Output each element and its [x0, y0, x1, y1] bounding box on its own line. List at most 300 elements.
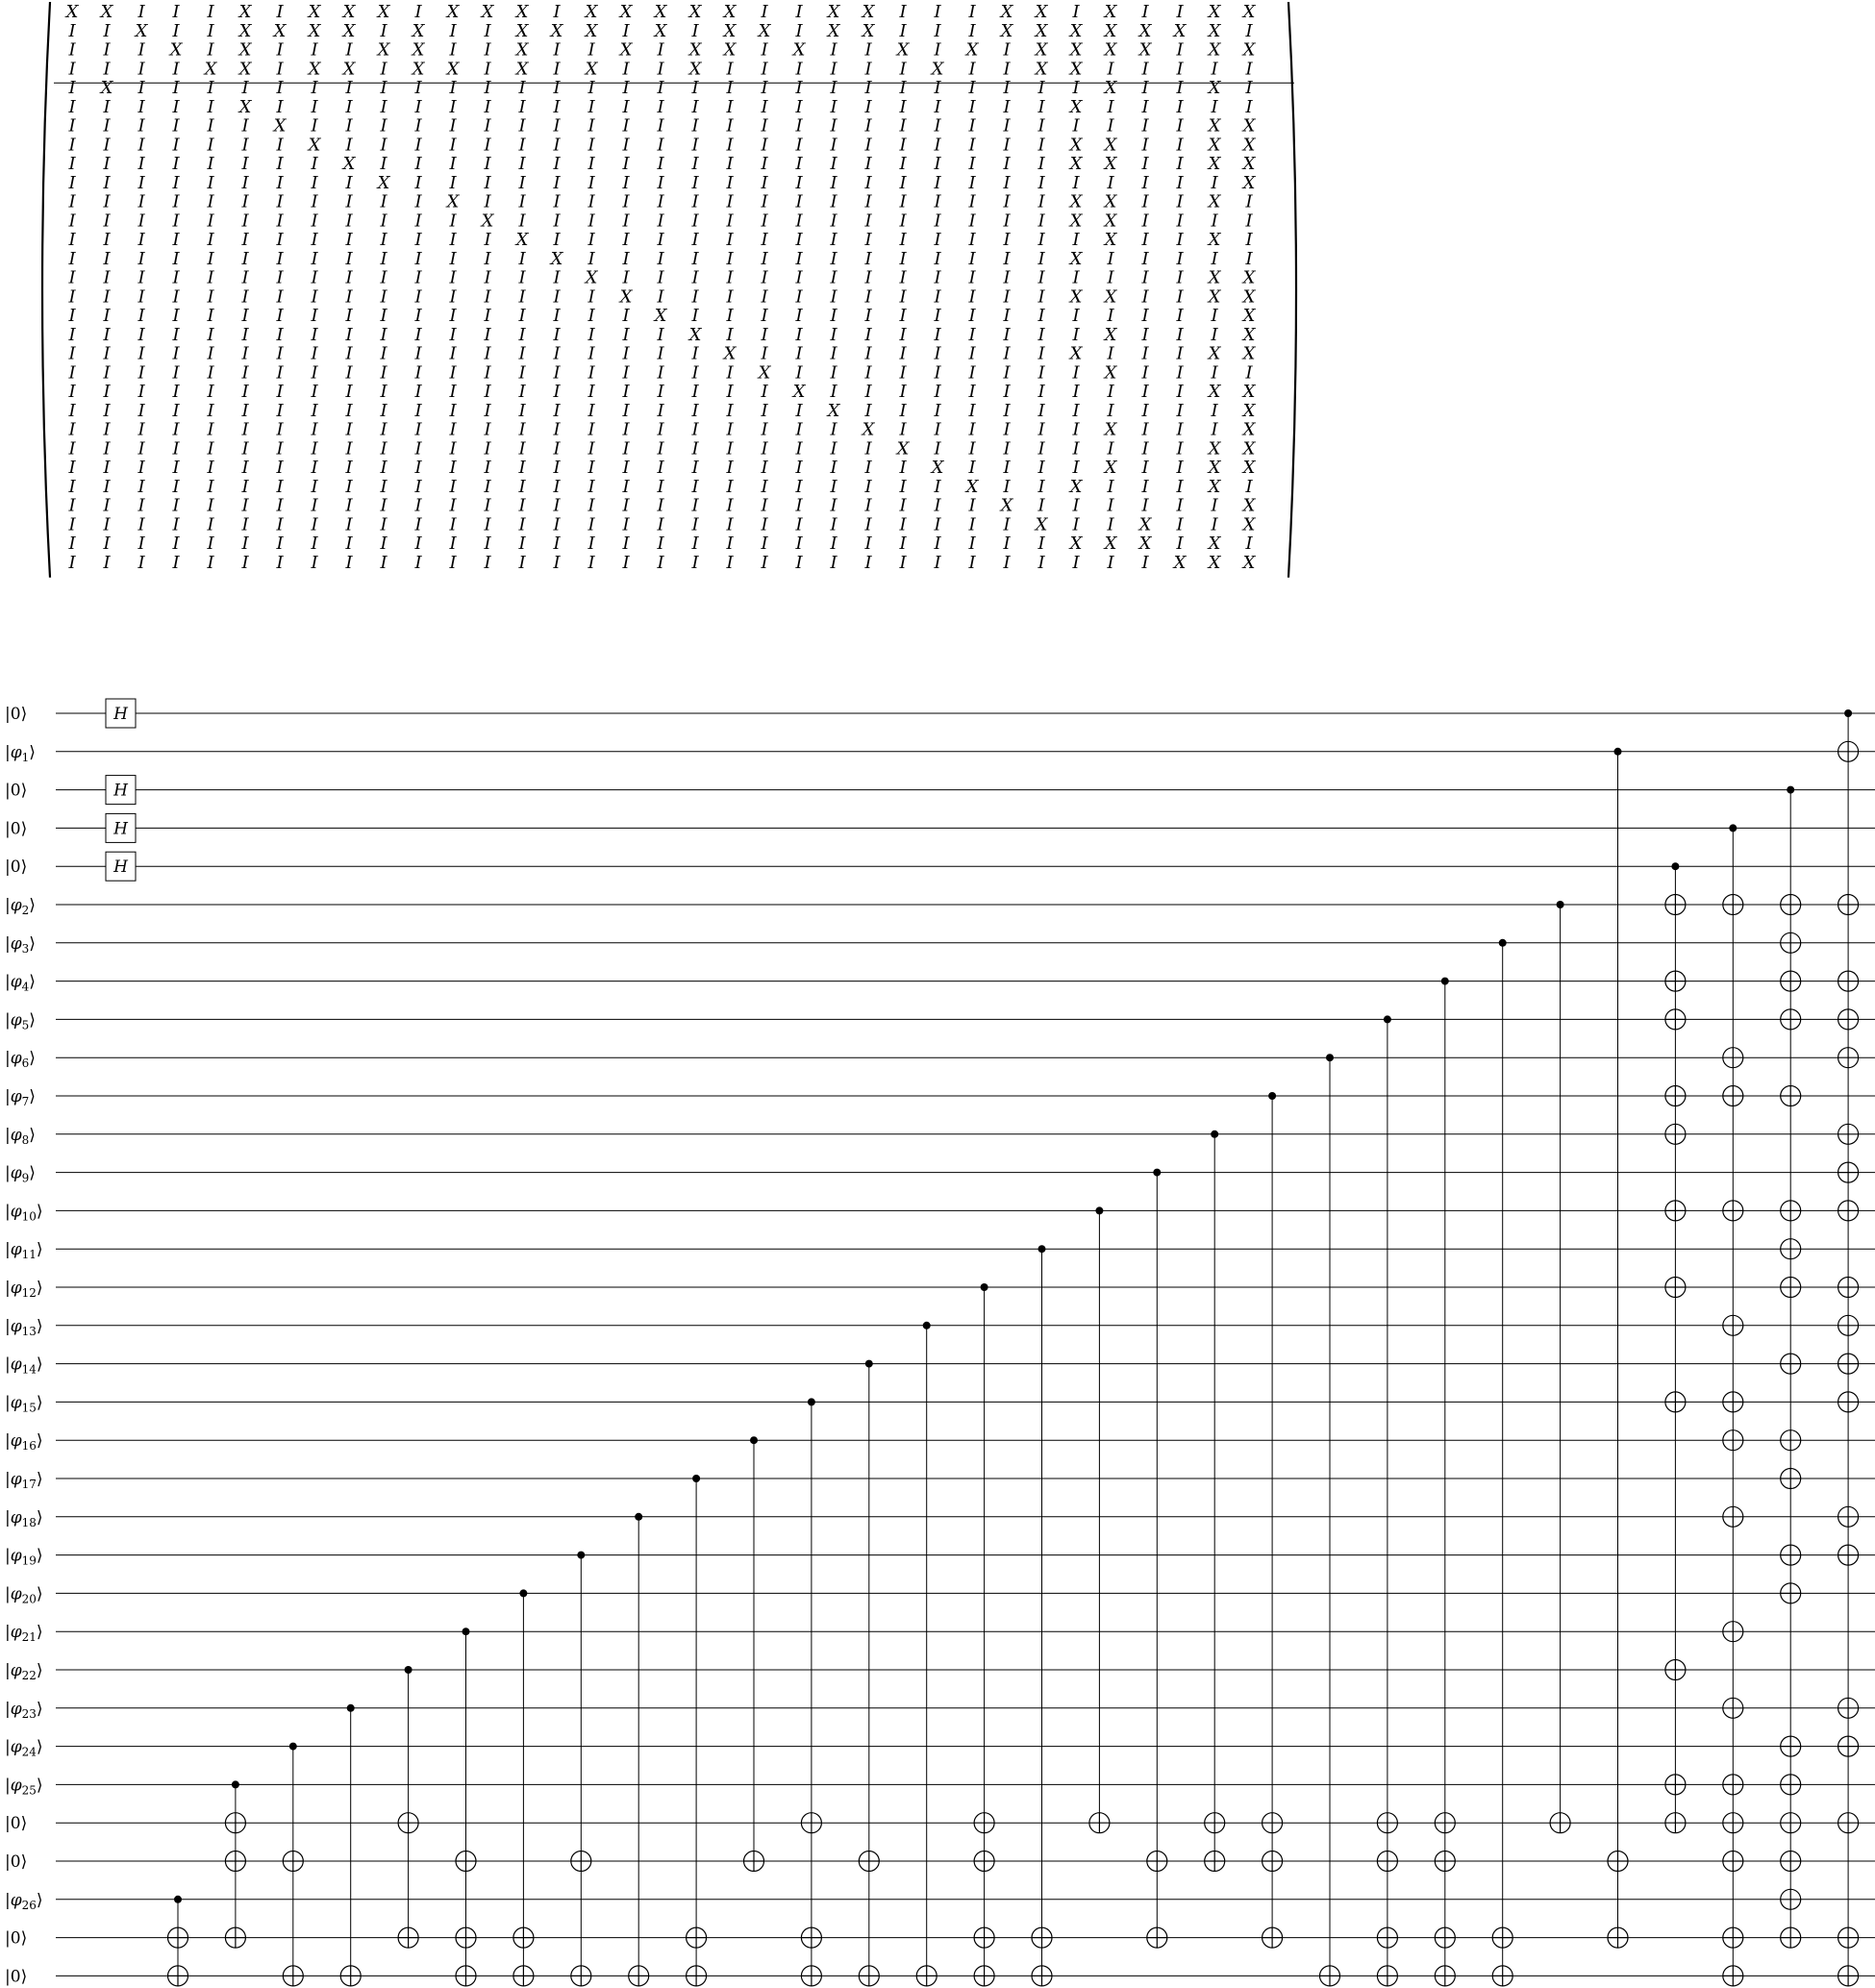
matrix-entry: I	[864, 495, 872, 516]
matrix-entry: I	[1245, 78, 1253, 98]
matrix-entry: I	[968, 286, 976, 308]
cnot-target	[513, 1966, 534, 1986]
matrix-entry: I	[968, 59, 976, 80]
matrix-entry: I	[1038, 458, 1045, 478]
matrix-entry: I	[1141, 419, 1149, 440]
matrix-entry: I	[830, 343, 838, 364]
matrix-entry: I	[241, 400, 249, 421]
matrix-entry: I	[830, 59, 838, 80]
matrix-entry: X	[1035, 59, 1048, 80]
matrix-entry: I	[1107, 248, 1114, 269]
matrix-entry: I	[345, 78, 353, 98]
cnot-target	[1838, 1354, 1859, 1374]
matrix-entry: I	[726, 115, 734, 137]
matrix-entry: I	[864, 267, 872, 288]
matrix-entry: I	[518, 534, 526, 554]
matrix-entry: I	[622, 135, 630, 156]
matrix-entry: I	[726, 154, 734, 174]
matrix-entry: I	[1038, 286, 1045, 308]
matrix-entry: I	[207, 324, 214, 345]
matrix-entry: X	[1208, 78, 1221, 98]
matrix-entry: I	[311, 324, 318, 345]
matrix-entry: I	[1176, 286, 1184, 308]
matrix-entry: I	[657, 115, 664, 137]
matrix-entry: I	[345, 438, 353, 460]
matrix-entry: I	[657, 324, 664, 345]
cnot-target	[1147, 1927, 1167, 1948]
cnot-column	[744, 1436, 764, 1871]
matrix-entry: I	[968, 135, 976, 156]
matrix-entry: I	[934, 230, 941, 250]
matrix-entry: I	[553, 419, 561, 440]
matrix-entry: I	[761, 172, 768, 193]
matrix-entry: I	[588, 96, 595, 117]
matrix-entry: I	[276, 458, 284, 478]
matrix-entry: X	[1104, 39, 1117, 61]
wire-label: $|\varphi_{23}⟩$	[5, 1699, 43, 1721]
matrix-entry: I	[207, 78, 214, 98]
matrix-entry: I	[1141, 552, 1149, 573]
matrix-entry: X	[377, 39, 390, 61]
matrix-entry: X	[1242, 382, 1256, 402]
matrix-entry: I	[864, 343, 872, 364]
matrix-entry: I	[172, 324, 180, 345]
matrix-entry: I	[311, 362, 318, 384]
control-dot	[692, 1475, 700, 1482]
matrix-entry: I	[657, 438, 664, 460]
matrix-entry: I	[553, 59, 561, 80]
cnot-target	[1781, 932, 1801, 953]
matrix-entry: I	[68, 552, 76, 573]
matrix-entry: X	[619, 39, 633, 61]
cnot-column	[1550, 901, 1570, 1833]
matrix-entry: I	[138, 211, 145, 232]
matrix-entry: I	[934, 514, 941, 535]
matrix-entry: I	[588, 382, 595, 402]
cnot-target	[974, 1851, 994, 1872]
matrix-entry: I	[138, 362, 145, 384]
matrix-entry: X	[1208, 286, 1221, 308]
matrix-entry: X	[1104, 20, 1117, 41]
control-dot	[232, 1780, 239, 1788]
matrix-entry: I	[1141, 458, 1149, 478]
matrix-entry: I	[1003, 172, 1011, 193]
matrix-entry: X	[1242, 552, 1256, 573]
wire-label: $|\varphi_9⟩$	[5, 1163, 36, 1185]
matrix-entry: X	[1000, 495, 1013, 516]
control-dot	[635, 1513, 642, 1521]
matrix-entry: I	[380, 306, 388, 326]
matrix-entry: I	[1003, 135, 1011, 156]
cnot-column	[456, 1628, 476, 1986]
matrix-entry: I	[449, 115, 457, 137]
matrix-entry: I	[968, 267, 976, 288]
matrix-entry: X	[688, 2, 702, 22]
matrix-entry: I	[138, 96, 145, 117]
matrix-entry: I	[276, 419, 284, 440]
matrix-entry: I	[345, 172, 353, 193]
matrix-entry: I	[345, 458, 353, 478]
cnot-target	[1781, 1354, 1801, 1374]
matrix-entry: X	[1242, 324, 1256, 345]
cnot-target	[1781, 971, 1801, 991]
matrix-entry: I	[103, 96, 111, 117]
matrix-entry: I	[795, 20, 803, 41]
matrix-entry: I	[864, 458, 872, 478]
cnot-target	[1665, 1009, 1686, 1030]
matrix-entry: X	[550, 20, 563, 41]
matrix-entry: I	[795, 514, 803, 535]
matrix-entry: I	[726, 96, 734, 117]
matrix-entry: I	[691, 248, 699, 269]
matrix-entry: I	[968, 495, 976, 516]
control-dot	[289, 1743, 297, 1751]
matrix-entry: I	[934, 191, 941, 212]
wire-label: $|\varphi_{26}⟩$	[5, 1890, 43, 1912]
cnot-target	[1665, 1278, 1686, 1298]
matrix-entry: X	[515, 2, 529, 22]
matrix-entry: X	[1208, 39, 1221, 61]
matrix-entry: I	[380, 343, 388, 364]
cnot-column	[1262, 1092, 1283, 1948]
matrix-entry: I	[726, 534, 734, 554]
matrix-entry: I	[1003, 382, 1011, 402]
matrix-entry: I	[518, 362, 526, 384]
matrix-entry: I	[311, 306, 318, 326]
cnot-target	[1781, 1583, 1801, 1603]
matrix-entry: X	[1069, 39, 1083, 61]
matrix-entry: I	[241, 382, 249, 402]
matrix-entry: I	[830, 495, 838, 516]
matrix-entry: I	[138, 495, 145, 516]
matrix-entry: I	[1038, 230, 1045, 250]
matrix-entry: I	[1003, 343, 1011, 364]
matrix-entry: I	[691, 458, 699, 478]
matrix-entry: I	[518, 135, 526, 156]
matrix-entry: I	[761, 2, 768, 22]
matrix-entry: I	[1141, 267, 1149, 288]
matrix-entry: I	[241, 286, 249, 308]
matrix-entry: I	[1107, 495, 1114, 516]
matrix-entry: I	[1245, 362, 1253, 384]
cnot-target	[456, 1927, 476, 1948]
matrix-entry: X	[862, 2, 875, 22]
matrix-entry: X	[585, 20, 598, 41]
cnot-target	[1838, 741, 1859, 761]
matrix-entry: I	[899, 534, 907, 554]
matrix-entry: I	[934, 534, 941, 554]
cnot-target	[1723, 1851, 1743, 1872]
matrix-entry: I	[830, 438, 838, 460]
control-dot	[1787, 786, 1794, 794]
matrix-entry: I	[657, 135, 664, 156]
matrix-entry: I	[968, 172, 976, 193]
wire-label: $|\varphi_{14}⟩$	[5, 1354, 43, 1377]
matrix-entry: I	[276, 59, 284, 80]
cnot-target	[1665, 971, 1686, 991]
matrix-entry: I	[518, 96, 526, 117]
matrix-entry: I	[795, 552, 803, 573]
matrix-entry: I	[553, 514, 561, 535]
matrix-entry: I	[622, 191, 630, 212]
matrix-entry: I	[899, 211, 907, 232]
matrix-entry: I	[726, 495, 734, 516]
matrix-entry: I	[276, 552, 284, 573]
matrix-entry: I	[1107, 59, 1114, 80]
matrix-entry: I	[138, 306, 145, 326]
cnot-column	[629, 1513, 649, 1986]
matrix-entry: I	[1038, 306, 1045, 326]
cnot-target	[1781, 895, 1801, 915]
matrix-entry: I	[518, 400, 526, 421]
matrix-entry: I	[345, 362, 353, 384]
matrix-entry: I	[1211, 59, 1218, 80]
matrix-entry: I	[103, 324, 111, 345]
matrix-entry: I	[934, 96, 941, 117]
matrix-entry: I	[68, 211, 76, 232]
matrix-entry: I	[934, 362, 941, 384]
matrix-entry: I	[691, 382, 699, 402]
matrix-entry: I	[726, 306, 734, 326]
cnot-target	[1262, 1927, 1283, 1948]
cnot-target	[283, 1851, 303, 1872]
matrix-entry: I	[622, 324, 630, 345]
matrix-entry: I	[484, 78, 491, 98]
matrix-entry: I	[1176, 324, 1184, 345]
matrix-entry: I	[207, 191, 214, 212]
matrix-entry: I	[311, 267, 318, 288]
cnot-target	[225, 1813, 245, 1833]
matrix-entry: I	[449, 286, 457, 308]
matrix-entry: I	[1141, 230, 1149, 250]
matrix-entry: I	[761, 306, 768, 326]
matrix-entry: I	[311, 495, 318, 516]
matrix-entry: I	[518, 78, 526, 98]
matrix-entry: I	[761, 552, 768, 573]
matrix-entry: I	[311, 476, 318, 497]
matrix-entry: I	[761, 476, 768, 497]
matrix-entry: I	[380, 458, 388, 478]
matrix-entry: I	[68, 59, 76, 80]
matrix-entry: I	[1107, 96, 1114, 117]
matrix-entry: I	[1003, 230, 1011, 250]
matrix-entry: I	[1038, 78, 1045, 98]
matrix-entry: I	[172, 382, 180, 402]
matrix-entry: I	[414, 154, 422, 174]
matrix-entry: I	[207, 343, 214, 364]
matrix-entry: X	[792, 382, 806, 402]
matrix-entry: I	[968, 343, 976, 364]
matrix-entry: I	[622, 154, 630, 174]
matrix-entry: I	[622, 552, 630, 573]
matrix-entry: I	[1245, 96, 1253, 117]
matrix-entry: I	[241, 211, 249, 232]
matrix-entry: I	[899, 2, 907, 22]
cnot-target	[1781, 1736, 1801, 1756]
matrix-entry: I	[345, 39, 353, 61]
matrix-entry: I	[449, 248, 457, 269]
matrix-entry: I	[276, 154, 284, 174]
matrix-entry: I	[103, 419, 111, 440]
matrix-entry: I	[1003, 438, 1011, 460]
cnot-column	[1032, 1245, 1052, 1986]
matrix-entry: I	[726, 419, 734, 440]
matrix-entry: I	[68, 39, 76, 61]
matrix-entry: I	[864, 191, 872, 212]
matrix-entry: X	[238, 2, 252, 22]
matrix-entry: I	[345, 191, 353, 212]
matrix-entry: I	[68, 248, 76, 269]
matrix-entry: I	[414, 438, 422, 460]
matrix-entry: I	[553, 400, 561, 421]
matrix-entry: I	[1141, 78, 1149, 98]
matrix-entry: I	[657, 154, 664, 174]
cnot-target	[398, 1813, 418, 1833]
matrix-entry: I	[795, 230, 803, 250]
matrix-entry: I	[899, 362, 907, 384]
matrix-entry: X	[862, 419, 875, 440]
matrix-entry: X	[1104, 419, 1117, 440]
matrix-entry: I	[207, 96, 214, 117]
cnot-target	[916, 1966, 937, 1986]
matrix-entry: I	[934, 382, 941, 402]
wire-label: $|\varphi_{18}⟩$	[5, 1507, 43, 1529]
matrix-entry: I	[1176, 172, 1184, 193]
matrix-entry: I	[103, 20, 111, 41]
matrix-entry: I	[968, 458, 976, 478]
cnot-target	[1147, 1851, 1167, 1872]
cnot-target	[1377, 1813, 1397, 1833]
wire-label: $|\varphi_4⟩$	[5, 972, 36, 994]
cnot-target	[1435, 1966, 1455, 1986]
matrix-entry: I	[1038, 267, 1045, 288]
matrix-entry: I	[103, 438, 111, 460]
matrix-entry: X	[169, 39, 183, 61]
matrix-entry: I	[934, 211, 941, 232]
matrix-entry: I	[588, 172, 595, 193]
matrix-entry: X	[1104, 362, 1117, 384]
control-dot	[1095, 1206, 1103, 1214]
matrix-entry: I	[1003, 514, 1011, 535]
cnot-target	[398, 1927, 418, 1948]
matrix-entry: I	[207, 39, 214, 61]
cnot-target	[283, 1966, 303, 1986]
matrix-entry: I	[311, 248, 318, 269]
matrix-entry: I	[726, 400, 734, 421]
matrix-entry: X	[1069, 476, 1083, 497]
matrix-entry: I	[311, 534, 318, 554]
matrix-entry: I	[449, 154, 457, 174]
matrix-entry: I	[553, 286, 561, 308]
cnot-target	[1838, 1927, 1859, 1948]
matrix-entry: I	[1038, 476, 1045, 497]
matrix-entry: I	[1107, 438, 1114, 460]
matrix-entry: I	[588, 154, 595, 174]
cnot-column	[974, 1283, 994, 1986]
matrix-entry: I	[103, 476, 111, 497]
matrix-entry: I	[484, 458, 491, 478]
matrix-entry: X	[1069, 248, 1083, 269]
matrix-entry: I	[241, 495, 249, 516]
matrix-entry: I	[934, 438, 941, 460]
matrix-entry: I	[103, 458, 111, 478]
matrix-entry: I	[207, 20, 214, 41]
matrix-entry: I	[1003, 59, 1011, 80]
matrix-entry: I	[414, 115, 422, 137]
matrix-entry: I	[968, 20, 976, 41]
cnot-target	[859, 1966, 879, 1986]
matrix-entry: I	[726, 211, 734, 232]
matrix-entry: X	[1069, 154, 1083, 174]
matrix-entry: I	[968, 362, 976, 384]
matrix-entry: X	[1069, 534, 1083, 554]
matrix-entry: I	[1072, 78, 1080, 98]
cnot-target	[1377, 1851, 1397, 1872]
matrix-entry: X	[1208, 343, 1221, 364]
matrix-entry: X	[619, 2, 633, 22]
cnot-target	[974, 1927, 994, 1948]
matrix-entry: I	[449, 362, 457, 384]
matrix-entry: I	[1141, 382, 1149, 402]
matrix-entry: I	[553, 2, 561, 22]
matrix-entry: I	[518, 267, 526, 288]
matrix-entry: I	[172, 154, 180, 174]
matrix-entry: I	[345, 135, 353, 156]
matrix-entry: X	[377, 172, 390, 193]
matrix-entry: I	[864, 230, 872, 250]
matrix-entry: I	[1072, 267, 1080, 288]
matrix-entry: X	[238, 96, 252, 117]
matrix-entry: I	[934, 248, 941, 269]
matrix-entry: X	[1069, 96, 1083, 117]
matrix-entry: I	[138, 534, 145, 554]
matrix-entry: I	[761, 191, 768, 212]
matrix-entry: X	[342, 154, 356, 174]
wire-label: $|\varphi_{22}⟩$	[5, 1661, 43, 1682]
cnot-target	[1032, 1927, 1052, 1948]
matrix-entry: I	[1003, 115, 1011, 137]
cnot-column	[1608, 748, 1628, 1948]
matrix-entry: I	[276, 135, 284, 156]
matrix-entry: I	[484, 135, 491, 156]
matrix-entry: I	[622, 400, 630, 421]
matrix-entry: I	[761, 59, 768, 80]
cnot-target	[1723, 1392, 1743, 1412]
matrix-entry: I	[553, 78, 561, 98]
matrix-entry: I	[1003, 306, 1011, 326]
matrix-entry: X	[619, 286, 633, 308]
matrix-entry: X	[1242, 343, 1256, 364]
matrix-entry: X	[965, 476, 979, 497]
matrix-entry: I	[1141, 211, 1149, 232]
matrix-entry: I	[899, 286, 907, 308]
matrix-entry: I	[380, 135, 388, 156]
matrix-entry: I	[518, 154, 526, 174]
matrix-entry: I	[138, 115, 145, 137]
matrix-entry: I	[484, 438, 491, 460]
matrix-entry: I	[207, 154, 214, 174]
matrix-entry: I	[518, 458, 526, 478]
matrix-entry: I	[414, 382, 422, 402]
matrix-entry: I	[934, 419, 941, 440]
matrix-entry: I	[864, 172, 872, 193]
matrix-entry: I	[518, 191, 526, 212]
matrix-entry: I	[138, 172, 145, 193]
matrix-entry: I	[1176, 248, 1184, 269]
matrix-entry: I	[414, 286, 422, 308]
matrix-entry: I	[588, 343, 595, 364]
matrix-entry: I	[1245, 476, 1253, 497]
